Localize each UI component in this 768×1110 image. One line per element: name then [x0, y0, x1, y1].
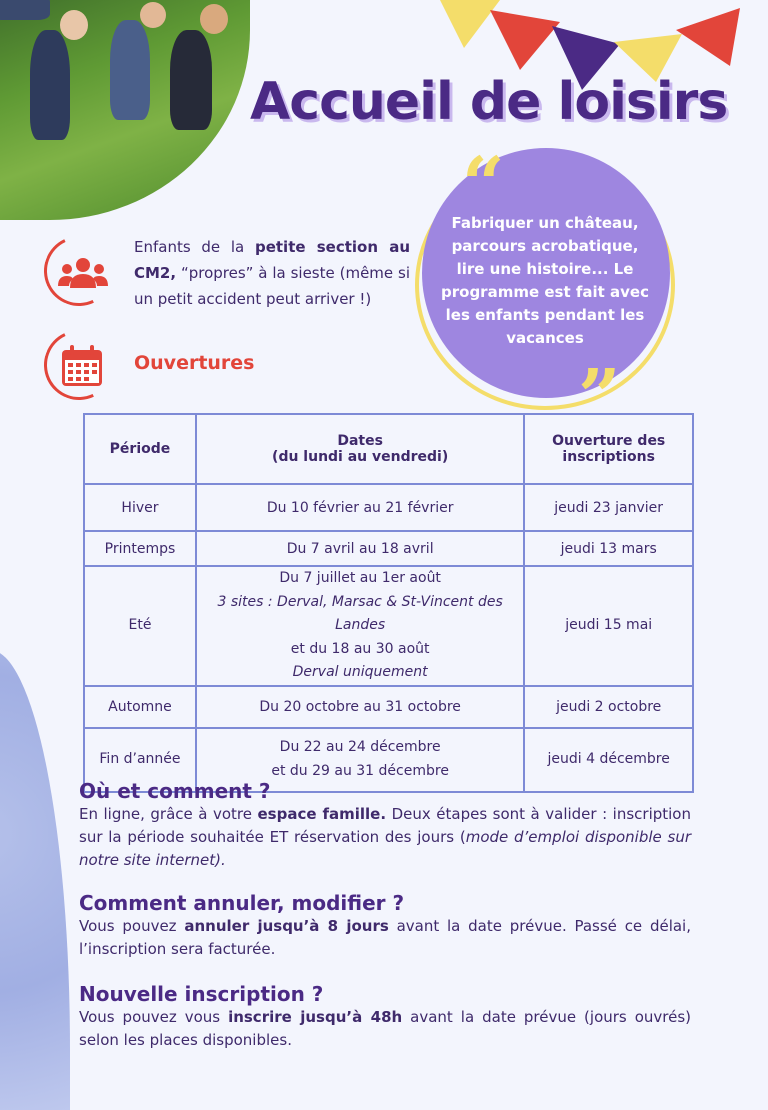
- cell-signup: jeudi 23 janvier: [524, 484, 693, 531]
- cancel-section: [79, 892, 691, 961]
- schedule-table: [83, 413, 694, 793]
- table-row: [84, 686, 693, 728]
- table-row: [84, 531, 693, 566]
- cell-dates: Du 20 octobre au 31 octobre: [196, 686, 524, 728]
- cancel-text: Vous pouvez annuler jusqu’à 8 jours avant la date prévue. Passé ce délai, l’inscription sera facturée.: [79, 917, 691, 958]
- cell-period: Printemps: [84, 531, 196, 566]
- quote-open-icon: “: [462, 142, 505, 228]
- calendar-icon: [60, 344, 104, 388]
- cell-signup: jeudi 4 décembre: [524, 728, 693, 792]
- decorative-shape: [0, 650, 70, 1110]
- cell-signup: jeudi 2 octobre: [524, 686, 693, 728]
- page-title: Accueil de loisirs: [250, 72, 728, 132]
- quote-close-icon: ”: [578, 354, 621, 440]
- cell-dates: Du 7 juillet au 1er août 3 sites : Derval, Marsac & St-Vincent des Landes et du 18 au 30 août Derval uniquement: [196, 566, 524, 686]
- table-row: [84, 484, 693, 531]
- cancel-heading: Comment annuler, modifier ?: [79, 891, 405, 915]
- newreg-heading: Nouvelle inscription ?: [79, 982, 324, 1006]
- where-text: En ligne, grâce à votre espace famille. Deux étapes sont à valider : inscription sur la période souhaitée ET réservation des jours (mode d’emploi disponible sur notre site internet).: [79, 805, 691, 869]
- newreg-text: Vous pouvez vous inscrire jusqu’à 48h avant la date prévue (jours ouvrés) selon les places disponibles.: [79, 1008, 692, 1049]
- table-row: [84, 566, 693, 686]
- cell-period: Eté: [84, 566, 196, 686]
- cell-period: Hiver: [84, 484, 196, 531]
- cell-dates: Du 7 avril au 18 avril: [196, 531, 524, 566]
- cell-period: Automne: [84, 686, 196, 728]
- newreg-section: [79, 983, 691, 1052]
- cell-signup: jeudi 15 mai: [524, 566, 693, 686]
- cell-period: Fin d’année: [84, 728, 196, 792]
- header-period: Période: [84, 414, 196, 484]
- children-playing-photo: [0, 0, 250, 220]
- cell-dates: Du 22 au 24 décembre et du 29 au 31 décembre: [196, 728, 524, 792]
- group-icon: [58, 256, 108, 290]
- where-heading: Où et comment ?: [79, 779, 271, 803]
- where-section: [79, 780, 691, 872]
- audience-text: Enfants de la petite section au CM2, “propres” à la sieste (même si un petit accident peut arriver !): [134, 238, 410, 308]
- bubble-text: Fabriquer un château, parcours acrobatique, lire une histoire... Le programme est fait avec les enfants pendant les vacances: [441, 214, 649, 347]
- cell-signup: jeudi 13 mars: [524, 531, 693, 566]
- openings-label: Ouvertures: [134, 352, 255, 374]
- header-signup: Ouverture des inscriptions: [524, 414, 693, 484]
- table-header-row: [84, 414, 693, 484]
- cell-dates: Du 10 février au 21 février: [196, 484, 524, 531]
- header-dates: Dates (du lundi au vendredi): [196, 414, 524, 484]
